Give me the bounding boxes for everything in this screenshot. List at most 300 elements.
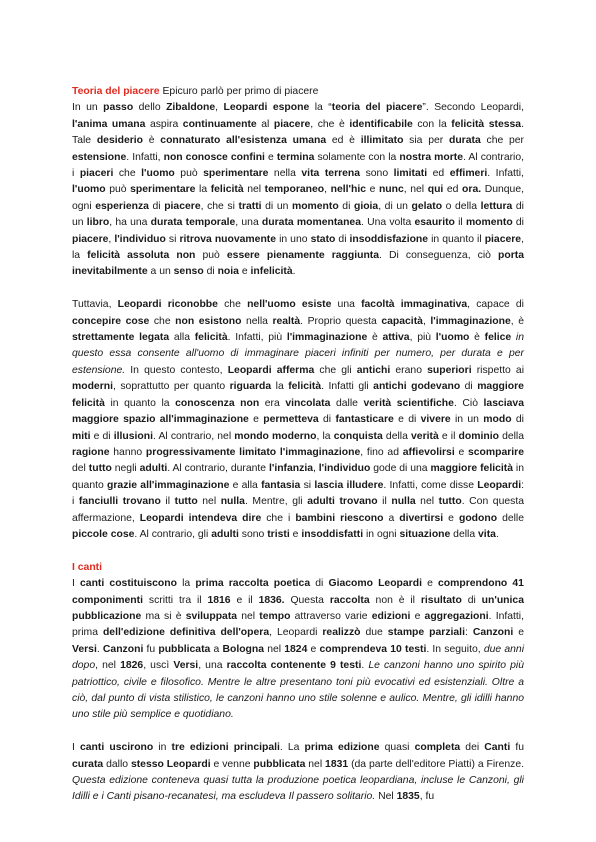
bold-text: stampe parziali [387, 627, 465, 639]
bold-text: noia [217, 266, 239, 278]
paragraph [72, 576, 524, 724]
text-run: erano [390, 364, 428, 376]
bold-text: tempo [259, 610, 291, 622]
text-run: . Infatti, [126, 151, 164, 163]
text-run: fu [143, 643, 159, 655]
bold-text: antichi godevano [373, 381, 461, 393]
text-run: In un [72, 102, 104, 114]
text-run: . La [279, 742, 305, 754]
bold-text: facoltà immaginativa [361, 299, 468, 311]
bold-text: tutto [438, 496, 462, 508]
bold-text: maggiore felicità [72, 381, 524, 409]
italic-text: Le canzoni hanno uno spirito più patriottico, civile e filosofico. Mentre le altre presentano toni più evocativi ed esistenziali. Oltre a ciò, dal punto di vista stilistico, le canzoni hanno uno stile solenne e aulico. Mentre, gli idilli hanno uno stile più semplice e quotidiano. [72, 660, 524, 721]
bold-text: progressivamente limitato l'immaginazione [145, 446, 361, 458]
text-run: la “ [309, 102, 332, 114]
text-run: , che si [200, 200, 239, 212]
bold-text: tutto [174, 496, 198, 508]
bold-text: felicità stessa [451, 118, 522, 130]
text-run: ”. Secondo Leopardi, [422, 102, 525, 114]
text-run: negli [111, 463, 140, 475]
bold-text: vincolata [285, 397, 331, 409]
text-run: al [256, 118, 274, 130]
text-run: . Al contrario, i [72, 151, 525, 180]
text-run: con la [412, 118, 452, 130]
text-run: e [238, 266, 251, 278]
text-run: di [310, 578, 329, 590]
section-title-line [72, 560, 524, 576]
text-run: rispetto ai [471, 364, 525, 376]
text-run: può [105, 184, 131, 196]
bold-text: vita [478, 528, 496, 540]
bold-text: nell'uomo esiste [247, 299, 332, 311]
text-run: scritti tra il [143, 594, 208, 606]
bold-text: comprendeva 10 testi [319, 643, 427, 655]
bold-text: tre edizioni principali [171, 742, 280, 754]
bold-text: durata momentanea [261, 217, 361, 229]
bold-text: sperimentare [203, 168, 269, 180]
bold-text: l'individuo [114, 233, 166, 245]
bold-text: conoscenza non [175, 397, 260, 409]
text-run: e il [230, 594, 259, 606]
bold-text: scomparire [467, 446, 525, 458]
text-run: : [464, 627, 473, 639]
text-run: , [215, 102, 224, 114]
bold-text: vivere [420, 414, 451, 426]
text-run: nel [197, 496, 221, 508]
bold-text: momento [291, 200, 339, 212]
text-run: e [421, 578, 438, 590]
text-run: . Infatti gli [321, 381, 374, 393]
bold-text: ragione [72, 446, 110, 458]
text-run: , nel [95, 660, 121, 672]
text-run: , nel [403, 184, 428, 196]
text-run: delle [497, 512, 525, 524]
text-run: . Infatti, [487, 168, 524, 180]
paragraph-gap [72, 281, 524, 297]
bold-text: felicità [288, 381, 322, 393]
bold-text: fanciulli trovano [78, 496, 161, 508]
text-run: nel [243, 184, 265, 196]
text-run: il [454, 217, 466, 229]
text-run: che [113, 168, 142, 180]
bold-text: vita terrena [301, 168, 361, 180]
text-run: della [450, 528, 479, 540]
bold-text: Versi [72, 643, 97, 655]
text-run: in quanto [72, 463, 524, 491]
text-run: , la [72, 233, 524, 262]
bold-text: strettamente legata [72, 332, 170, 344]
text-run: , Leopardi [269, 627, 323, 639]
text-run: aspira [145, 118, 183, 130]
text-run: è [469, 332, 485, 344]
bold-text: adulti [211, 528, 239, 540]
italic-text: Questa edizione conteneva quasi tutta la produzione poetica leopardiana, incluse le Canzoni, gli Idilli e i Canti pisano-recanatesi, ma escludeva Il passero solitario. [72, 775, 524, 803]
bold-text: l'uomo [435, 332, 470, 344]
text-run: in quanto il [428, 233, 485, 245]
bold-text: piacere [72, 233, 109, 245]
bold-text: momento [465, 217, 513, 229]
text-run: e il [438, 430, 459, 442]
text-run: . Di conseguenza, ciò [379, 250, 499, 262]
bold-text: passo [103, 102, 134, 114]
bold-text: piacere [484, 233, 522, 245]
text-run: , una [198, 660, 227, 672]
section-heading-canti: I canti [72, 561, 103, 573]
bold-text: teoria del piacere [331, 102, 423, 114]
bold-text: affievolirsi [402, 446, 455, 458]
bold-text: fantasia [261, 479, 301, 491]
text-run: di [511, 414, 524, 426]
text-run: : i [72, 479, 525, 508]
text-run: non è il [369, 594, 421, 606]
text-run: in uno [276, 233, 311, 245]
bold-text: identificabile [349, 118, 413, 130]
bold-text: 1824 [284, 643, 308, 655]
text-run: dallo [103, 758, 131, 770]
text-run: a [383, 512, 400, 524]
text-run: e [513, 627, 524, 639]
bold-text: Leopardi afferma [227, 364, 315, 376]
text-run: ma si è [141, 610, 186, 622]
text-run: che [149, 315, 176, 327]
bold-text: riguarda [229, 381, 272, 393]
text-run: e [248, 414, 264, 426]
text-run: , [324, 184, 331, 196]
text-run: quasi [379, 742, 415, 754]
bold-text: Leopardi riconobbe [117, 299, 218, 311]
bold-text: lascia illudere [314, 479, 384, 491]
bold-text: mondo moderno [234, 430, 317, 442]
bold-text: superiori [427, 364, 472, 376]
text-run: e [307, 643, 320, 655]
text-run: di [461, 594, 482, 606]
text-run: nel [237, 610, 260, 622]
bold-text: esaurito [414, 217, 455, 229]
text-run: nel [305, 758, 326, 770]
text-run: , fino ad [360, 446, 403, 458]
text-run: di [148, 200, 165, 212]
bold-text: un'unica pubblicazione [72, 594, 524, 622]
text-run: di [318, 414, 336, 426]
bold-text: estensione [72, 151, 127, 163]
paragraph [72, 740, 524, 806]
bold-text: adulti trovano [307, 496, 378, 508]
text-run: era [259, 397, 286, 409]
text-run: . Infatti, più [227, 332, 287, 344]
bold-text: godono [458, 512, 498, 524]
text-run: dei [460, 742, 485, 754]
bold-text: 1826 [120, 660, 144, 672]
text-run: . In seguito, [426, 643, 484, 655]
text-run: . Al contrario, nel [153, 430, 235, 442]
bold-text: permetteva [263, 414, 319, 426]
bold-text: essere pienamente raggiunta [226, 250, 380, 262]
text-run: , fu [419, 791, 435, 803]
bold-text: piaceri [79, 168, 114, 180]
text-run: nel [415, 496, 439, 508]
text-run: . Proprio questa [300, 315, 382, 327]
text-run: attraverso varie [290, 610, 372, 622]
text-run: che gli [314, 364, 357, 376]
section-subheading: Epicuro parlò per primo di piacere [159, 86, 319, 97]
bold-text: connaturato all'esistenza umana [160, 135, 327, 147]
bold-text: sperimentare [130, 184, 196, 196]
text-run: di [335, 233, 350, 245]
bold-text: curata [72, 758, 104, 770]
bold-text: insoddisfatti [301, 528, 364, 540]
text-run: , di un [378, 200, 412, 212]
text-run: , più [409, 332, 436, 344]
text-run: dello [133, 102, 167, 114]
bold-text: tutto [88, 463, 112, 475]
text-run: di un [261, 200, 292, 212]
bold-text: conquista [333, 430, 383, 442]
text-run: . Una volta [360, 217, 415, 229]
text-run: . Infatti, prima [72, 610, 524, 639]
bold-text: gioia [353, 200, 379, 212]
text-run: il [160, 496, 175, 508]
text-run: , la [316, 430, 334, 442]
bold-text: risultato [420, 594, 462, 606]
bold-text: attiva [382, 332, 410, 344]
bold-text: infelicità [250, 266, 293, 278]
text-run: e [264, 151, 277, 163]
bold-text: durata [448, 135, 481, 147]
text-run: gode di una [370, 463, 431, 475]
bold-text: Leopardi espone [223, 102, 310, 114]
bold-text: canti uscirono [80, 742, 154, 754]
text-run: e di [393, 414, 421, 426]
text-run: in [153, 742, 172, 754]
text-run: . Tale [72, 118, 524, 147]
text-run: in quanto la [104, 397, 176, 409]
text-run: e di [90, 430, 114, 442]
text-run: la [176, 578, 196, 590]
bold-text: Canzoni [102, 643, 144, 655]
text-run: , soprattutto per quanto [113, 381, 230, 393]
text-run: della [382, 430, 412, 442]
text-run: il [377, 496, 392, 508]
bold-text: limitati [393, 168, 428, 180]
bold-text: Leopardi intendeva dire [139, 512, 262, 524]
bold-text: effimeri [449, 168, 488, 180]
bold-text: verità [411, 430, 439, 442]
bold-text: prima edizione [304, 742, 380, 754]
text-run: . Al contrario, durante [167, 463, 269, 475]
text-run: ed [443, 184, 463, 196]
bold-text: stato [310, 233, 336, 245]
text-run: nel [264, 643, 285, 655]
text-run: di un [72, 200, 524, 229]
text-run: può [195, 250, 227, 262]
text-run: In questo contesto, [125, 364, 228, 376]
text-run: è [367, 332, 383, 344]
text-run: della [498, 430, 525, 442]
bold-text: non esistono [175, 315, 242, 327]
text-run: o della [442, 200, 481, 212]
bold-text: Bologna [222, 643, 265, 655]
bold-text: piacere [273, 118, 311, 130]
text-run: . Con questa affermazione, [72, 496, 524, 524]
text-run: I [72, 742, 80, 754]
bold-text: porta inevitabilmente [72, 250, 524, 278]
text-run: alla [169, 332, 195, 344]
text-run: , [108, 233, 115, 245]
bold-text: 1831 [325, 758, 349, 770]
text-run: sono [238, 528, 268, 540]
paragraph-gap [72, 724, 524, 740]
text-run: di [512, 217, 524, 229]
bold-text: lettura [480, 200, 513, 212]
bold-text: l'uomo [72, 184, 106, 196]
text-run: nella [268, 168, 302, 180]
bold-text: tratti [238, 200, 262, 212]
text-run: , [313, 463, 319, 475]
bold-text: l'individuo [318, 463, 371, 475]
bold-text: piacere [164, 200, 201, 212]
text-run: di [203, 266, 218, 278]
text-run: , capace di [467, 299, 524, 311]
bold-text: capacità [381, 315, 423, 327]
bold-text: dell'edizione definitiva dell'opera [102, 627, 270, 639]
bold-text: continuamente [182, 118, 257, 130]
text-run: . Infatti, come disse [383, 479, 478, 491]
bold-text: l'anima umana [72, 118, 146, 130]
bold-text: non conosce confini [163, 151, 265, 163]
bold-text: felice [484, 332, 512, 344]
text-run: Dunque, ogni [72, 184, 524, 212]
bold-text: situazione [399, 528, 451, 540]
bold-text: qui [427, 184, 444, 196]
text-run: può [174, 168, 204, 180]
bold-text: canti costituiscono [80, 578, 177, 590]
bold-text: Versi [173, 660, 199, 672]
bold-text: nostra morte [399, 151, 464, 163]
bold-text: Leopardi [477, 479, 522, 491]
text-run: Nel [375, 791, 397, 803]
text-run: (da parte dell'editore Piatti) a Firenze. [348, 758, 525, 770]
bold-text: concepire cose [72, 315, 150, 327]
bold-text: comprendono 41 componimenti [72, 578, 524, 606]
text-run: , uscì [143, 660, 174, 672]
bold-text: realtà [272, 315, 301, 327]
bold-text: modo [483, 414, 512, 426]
bold-text: moderni [72, 381, 113, 393]
text-run: e [454, 446, 468, 458]
bold-text: gelato [411, 200, 443, 212]
text-run: sono [360, 168, 394, 180]
bold-text: completa [414, 742, 461, 754]
text-run: in ogni [363, 528, 400, 540]
bold-text: fantasticare [335, 414, 394, 426]
bold-text: Zibaldone [166, 102, 216, 114]
bold-text: divertirsi [399, 512, 444, 524]
text-run: in un [450, 414, 484, 426]
text-run: I [72, 578, 81, 590]
bold-text: stesso Leopardi [130, 758, 211, 770]
bold-text: realizzò [322, 627, 361, 639]
text-run: e [366, 184, 379, 196]
bold-text: 1835 [396, 791, 420, 803]
text-run: , una [235, 217, 262, 229]
bold-text: Canti [484, 742, 511, 754]
bold-text: piccole cose [72, 528, 135, 540]
bold-text: libro [86, 217, 110, 229]
bold-text: ora. [462, 184, 482, 196]
bold-text: l'infanzia [268, 463, 314, 475]
text-run: . Mentre, gli [244, 496, 308, 508]
text-run: solamente con la [314, 151, 400, 163]
text-run: e [410, 610, 425, 622]
text-run: Questa [284, 594, 330, 606]
section-title-line [72, 84, 524, 100]
bold-text: bambini riescono [295, 512, 384, 524]
text-run: fu [510, 742, 525, 754]
text-run: hanno [109, 446, 146, 458]
bold-text: l'immaginazione [286, 332, 368, 344]
bold-text: grazie all'immaginazione [107, 479, 230, 491]
text-run: Tuttavia, [72, 299, 118, 311]
bold-text: 1836. [258, 594, 285, 606]
text-run: . [495, 528, 499, 540]
bold-text: illusioni [113, 430, 154, 442]
text-run: si [165, 233, 180, 245]
text-run: è [143, 135, 161, 147]
bold-text: pubblicata [158, 643, 211, 655]
bold-text: dominio [458, 430, 499, 442]
bold-text: antichi [356, 364, 391, 376]
section-heading-teoria: Teoria del piacere [72, 86, 160, 97]
bold-text: sviluppata [185, 610, 238, 622]
bold-text: l'uomo [141, 168, 175, 180]
text-run: , è [510, 315, 524, 327]
text-run: che [217, 299, 248, 311]
bold-text: felicità [194, 332, 228, 344]
bold-text: tristi [267, 528, 290, 540]
bold-text: temporaneo [264, 184, 325, 196]
bold-text: ritrova nuovamente [179, 233, 277, 245]
text-run: . [292, 266, 296, 278]
text-run: dalle [330, 397, 364, 409]
text-run: si [300, 479, 315, 491]
bold-text: raccolta [329, 594, 370, 606]
bold-text: miti [72, 430, 91, 442]
text-run: ed è [326, 135, 361, 147]
text-run: a un [147, 266, 174, 278]
text-run: a [210, 643, 223, 655]
text-run: la [195, 184, 211, 196]
paragraph-gap [72, 543, 524, 559]
bold-text: lasciava maggiore spazio all'immaginazione [72, 397, 524, 426]
text-run: , ha una [109, 217, 151, 229]
italic-text: in questo essa consente all'uomo di immaginare piaceri infiniti per numero, per durata e per estensione. [72, 332, 524, 376]
bold-text: prima raccolta poetica [195, 578, 311, 590]
bold-text: felicità assoluta non [87, 250, 196, 262]
text-run: , [422, 315, 431, 327]
text-run: e [289, 528, 302, 540]
text-run: che per [480, 135, 525, 147]
bold-text: insoddisfazione [349, 233, 429, 245]
bold-text: senso [173, 266, 204, 278]
bold-text: Canzoni [472, 627, 514, 639]
text-run: e [443, 512, 459, 524]
text-run: due [360, 627, 388, 639]
text-run: sia per [403, 135, 449, 147]
text-run: . Ciò [453, 397, 484, 409]
bold-text: aggregazioni [424, 610, 489, 622]
bold-text: felicità [210, 184, 244, 196]
text-run: e alla [229, 479, 262, 491]
